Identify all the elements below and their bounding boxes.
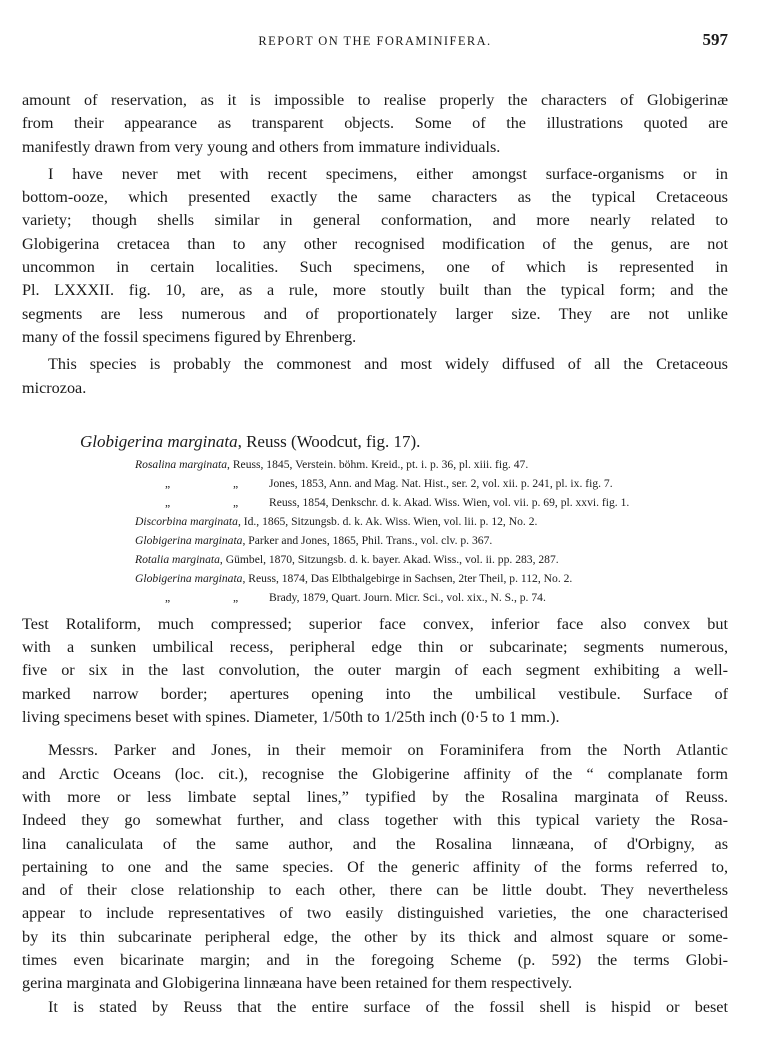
- running-title: REPORT ON THE FORAMINIFERA.: [258, 34, 492, 48]
- paragraph-line: It is stated by Reuss that the entire surface of the fossil shell is hispid or beset: [48, 997, 728, 1016]
- paragraph-line: times even bicarinate margin; and in the foregoing Scheme (p. 592) the terms Globi-: [22, 951, 728, 970]
- paragraph-line: with a sunken umbilical recess, peripheral edge thin or subcarinate; segments numerous,: [22, 638, 728, 657]
- paragraph-line: microzoa.: [22, 378, 87, 397]
- paragraph-3: [22, 353, 728, 400]
- paragraph-line: many of the fossil specimens figured by Ehrenberg.: [22, 327, 357, 346]
- paragraph-6: [22, 996, 728, 1019]
- paragraph-line: Indeed they go somewhat further, and class together with this typical variety the Rosa-: [22, 811, 728, 830]
- species-author: , Reuss (Woodcut, fig. 17).: [237, 431, 421, 451]
- synonymy-entry: „ „Jones, 1853, Ann. and Mag. Nat. Hist., ser. 2, vol. xii. p. 241, pl. ix. fig. 7.: [165, 476, 613, 490]
- species-heading: [80, 431, 728, 453]
- paragraph-2: [22, 163, 728, 349]
- paragraph-line: from their appearance as transparent objects. Some of the illustrations quoted are: [22, 114, 728, 133]
- paragraph-line: living specimens beset with spines. Diameter, 1/50th to 1/25th inch (0·5 to 1 mm.).: [22, 708, 560, 727]
- paragraph-line: and of their close relationship to each other, there can be little doubt. They nevertheless: [22, 881, 728, 900]
- paragraph-1: [22, 89, 728, 159]
- paragraph-line: segments are less numerous and of proportionately larger size. They are not unlike: [22, 304, 728, 323]
- paragraph-line: marked narrow border; apertures opening into the umbilical vestibule. Surface of: [22, 684, 728, 703]
- paragraph-line: and Arctic Oceans (loc. cit.), recognise the Globigerine affinity of the “ complanate form: [22, 764, 728, 783]
- synonymy-entry: Rosalina marginata, Reuss, 1845, Verstein. böhm. Kreid., pt. i. p. 36, pl. xiii. fig. 47.: [135, 457, 529, 471]
- paragraph-line: bottom-ooze, which presented exactly the same characters as the typical Cretaceous: [22, 188, 728, 207]
- paragraph-line: Globigerina cretacea than to any other recognised modification of the genus, are not: [22, 234, 728, 253]
- paragraph-line: variety; though shells similar in general conformation, and more nearly related to: [22, 211, 728, 230]
- paragraph-line: by its thin subcarinate peripheral edge, the other by its thick and almost square or some-: [22, 927, 728, 946]
- paragraph-line: lina canaliculata of the same author, and the Rosalina linnæana, of d'Orbigny, as: [22, 834, 728, 853]
- paragraph-line: uncommon in certain localities. Such specimens, one of which is represented in: [22, 258, 728, 277]
- species-name: Globigerina marginata: [80, 431, 238, 451]
- paragraph-5: [22, 739, 728, 995]
- synonymy-entry: Rotalia marginata, Gümbel, 1870, Sitzungsb. d. k. bayer. Akad. Wiss., vol. ii. pp. 283, 287.: [135, 552, 559, 566]
- synonymy-entry: „ „Reuss, 1854, Denkschr. d. k. Akad. Wiss. Wien, vol. vii. p. 69, pl. xxvi. fig. 1.: [165, 495, 630, 509]
- paragraph-line: Pl. LXXXII. fig. 10, are, as a rule, more stoutly built than the typical form; and the: [22, 281, 728, 300]
- synonymy-entry: „ „Brady, 1879, Quart. Journ. Micr. Sci., vol. xix., N. S., p. 74.: [165, 590, 546, 604]
- paragraph-line: I have never met with recent specimens, either amongst surface-organisms or in: [48, 164, 728, 183]
- paragraph-line: Messrs. Parker and Jones, in their memoir on Foraminifera from the North Atlantic: [48, 741, 728, 760]
- paragraph-line: pertaining to one and the same species. Of the generic affinity of the forms referred to,: [22, 857, 728, 876]
- paragraph-line: gerina marginata and Globigerina linnæana have been retained for them respectively.: [22, 974, 573, 993]
- paragraph-line: This species is probably the commonest and most widely diffused of all the Cretaceous: [48, 355, 728, 374]
- paragraph-line: amount of reservation, as it is impossible to realise properly the characters of Globigerinæ: [22, 91, 728, 109]
- paragraph-4: [22, 613, 728, 729]
- document-page: [22, 28, 728, 1019]
- synonymy-entry: Discorbina marginata, Id., 1865, Sitzungsb. d. k. Ak. Wiss. Wien, vol. lii. p. 12, No. 2.: [135, 514, 538, 528]
- synonymy-entry: Globigerina marginata, Reuss, 1874, Das Elbthalgebirge in Sachsen, 2ter Theil, p. 112, No. 2.: [135, 571, 573, 585]
- page-number: 597: [702, 30, 728, 49]
- paragraph-line: manifestly drawn from very young and others from immature individuals.: [22, 137, 501, 156]
- paragraph-line: Test Rotaliform, much compressed; superior face convex, inferior face also convex but: [22, 614, 728, 633]
- paragraph-line: with more or less limbate septal lines,” typified by the Rosalina marginata of Reuss.: [22, 787, 728, 806]
- page-header: [22, 28, 728, 54]
- synonymy-list: [135, 455, 728, 607]
- paragraph-line: appear to include representatives of two easily distinguished varieties, the one characterised: [22, 904, 728, 923]
- synonymy-entry: Globigerina marginata, Parker and Jones, 1865, Phil. Trans., vol. clv. p. 367.: [135, 533, 493, 547]
- paragraph-line: five or six in the last convolution, the outer margin of each segment exhibiting a well-: [22, 661, 728, 680]
